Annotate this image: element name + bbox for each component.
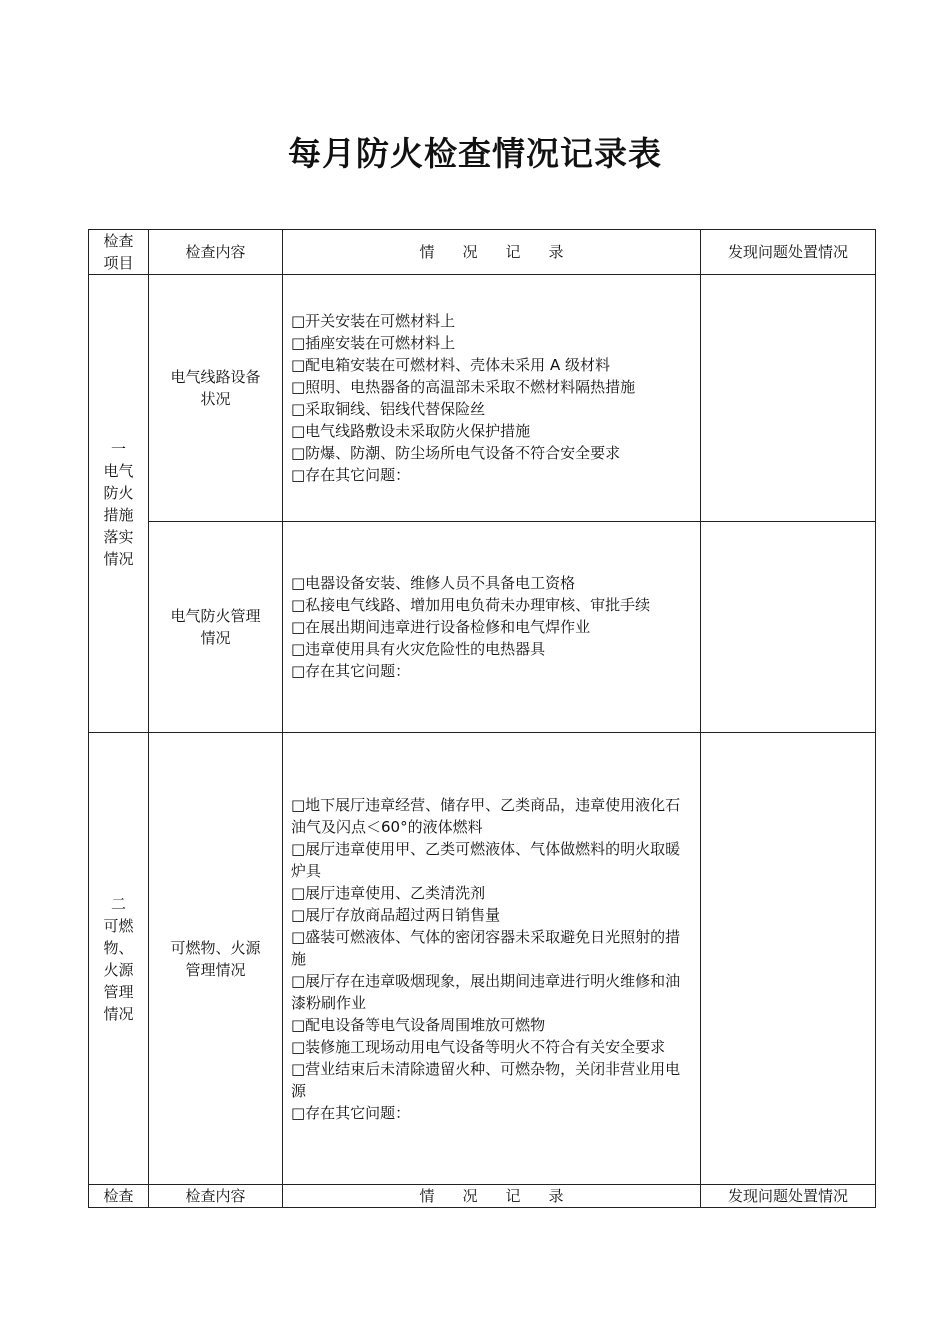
checkbox-item[interactable]: □在展出期间违章进行设备检修和电气焊作业 (291, 618, 591, 636)
checkbox-item[interactable]: □盛装可燃液体、气体的密闭容器未采取避免日光照射的措施 (291, 927, 681, 968)
section2-name-line: 情况 (103, 1004, 134, 1023)
table-header-row (89, 230, 876, 275)
content-label-line: 管理情况 (185, 960, 246, 979)
section2-number: 二 (110, 894, 126, 913)
header-check-content-repeat: 检查内容 (149, 1185, 283, 1208)
header-check-item-repeat: 检查 (89, 1185, 149, 1208)
content-cell-electrical-management (149, 522, 283, 733)
handling-cell[interactable] (701, 733, 876, 1185)
section1-name-line: 措施 (103, 505, 134, 524)
checkbox-item[interactable]: □营业结束后未清除遗留火种、可燃杂物，关闭非营业用电源 (291, 1059, 681, 1100)
header-handling-repeat: 发现问题处置情况 (701, 1185, 876, 1208)
content-label-line: 可燃物、火源 (170, 938, 261, 957)
checkbox-item[interactable]: □开关安装在可燃材料上 (291, 312, 456, 330)
checkbox-item[interactable]: □违章使用具有火灾危险性的电热器具 (291, 640, 546, 658)
record-cell-electrical-lines (283, 275, 701, 522)
checkbox-item[interactable]: □防爆、防潮、防尘场所电气设备不符合安全要求 (291, 444, 621, 462)
checkbox-item[interactable]: □电器设备安装、维修人员不具备电工资格 (291, 574, 576, 592)
section2-name-line: 可燃 (103, 916, 134, 935)
content-label-line: 电气防火管理 (170, 607, 261, 625)
checkbox-item[interactable]: □展厅存放商品超过两日销售量 (291, 905, 501, 924)
checkbox-item[interactable]: □电气线路敷设未采取防火保护措施 (291, 422, 531, 440)
header-record-label-repeat: 情况记录 (419, 1187, 592, 1205)
section1-number: 一 (110, 439, 126, 458)
checkbox-item[interactable]: □采取铜线、铝线代替保险丝 (291, 400, 486, 418)
table-row (89, 733, 876, 1185)
section2-project-cell (89, 733, 149, 1185)
record-cell-electrical-management (283, 522, 701, 733)
section1-name-line: 电气 (103, 461, 134, 480)
table-header-row-repeat (89, 1185, 876, 1208)
section2-name-line: 火源 (103, 960, 134, 979)
header-handling: 发现问题处置情况 (701, 230, 876, 275)
handling-cell[interactable] (701, 275, 876, 522)
content-label-line: 状况 (200, 390, 231, 408)
checkbox-item[interactable]: □配电箱安装在可燃材料、壳体未采用 A 级材料 (291, 356, 610, 374)
checkbox-item[interactable]: □展厅违章使用甲、乙类可燃液体、气体做燃料的明火取暖炉具 (291, 839, 681, 880)
section1-name-line: 防火 (103, 483, 134, 502)
content-cell-combustibles (149, 733, 283, 1185)
content-label-line: 情况 (200, 629, 231, 647)
checkbox-item[interactable]: □私接电气线路、增加用电负荷未办理审核、审批手续 (291, 596, 651, 614)
checkbox-item[interactable]: □存在其它问题： (291, 466, 411, 484)
section2-name-line: 管理 (103, 982, 134, 1001)
section1-name-line: 落实 (103, 527, 134, 546)
checkbox-item[interactable]: □存在其它问题： (291, 662, 411, 680)
header-check-content: 检查内容 (149, 230, 283, 275)
checkbox-item[interactable]: □装修施工现场动用电气设备等明火不符合有关安全要求 (291, 1037, 666, 1056)
section2-name-line: 物、 (103, 938, 134, 957)
checkbox-item[interactable]: □展厅存在违章吸烟现象，展出期间违章进行明火维修和油漆粉刷作业 (291, 971, 681, 1012)
header-check-item-line2: 项目 (103, 254, 134, 272)
table-row (89, 522, 876, 733)
page-title: 每月防火检查情况记录表 (288, 134, 662, 173)
checkbox-item[interactable]: □插座安装在可燃材料上 (291, 334, 456, 352)
content-cell-electrical-lines (149, 275, 283, 522)
header-check-item-line1: 检查 (103, 232, 134, 250)
inspection-record-table (88, 229, 876, 1208)
checkbox-item[interactable]: □地下展厅违章经营、储存甲、乙类商品，违章使用液化石油气及闪点＜60°的液体燃料 (291, 795, 681, 836)
table-row (89, 275, 876, 522)
checkbox-item[interactable]: □展厅违章使用、乙类清洗剂 (291, 883, 486, 902)
checkbox-item[interactable]: □配电设备等电气设备周围堆放可燃物 (291, 1015, 546, 1034)
checkbox-item[interactable]: □存在其它问题： (291, 1103, 411, 1122)
content-label-line: 电气线路设备 (170, 368, 261, 386)
header-record-label: 情况记录 (419, 243, 592, 261)
header-check-item (89, 230, 149, 275)
section1-project-cell (89, 275, 149, 733)
header-record-repeat (283, 1185, 701, 1208)
header-record (283, 230, 701, 275)
section1-name-line: 情况 (103, 549, 134, 568)
checkbox-item[interactable]: □照明、电热器备的高温部未采取不燃材料隔热措施 (291, 378, 636, 396)
handling-cell[interactable] (701, 522, 876, 733)
record-cell-combustibles (283, 733, 701, 1185)
